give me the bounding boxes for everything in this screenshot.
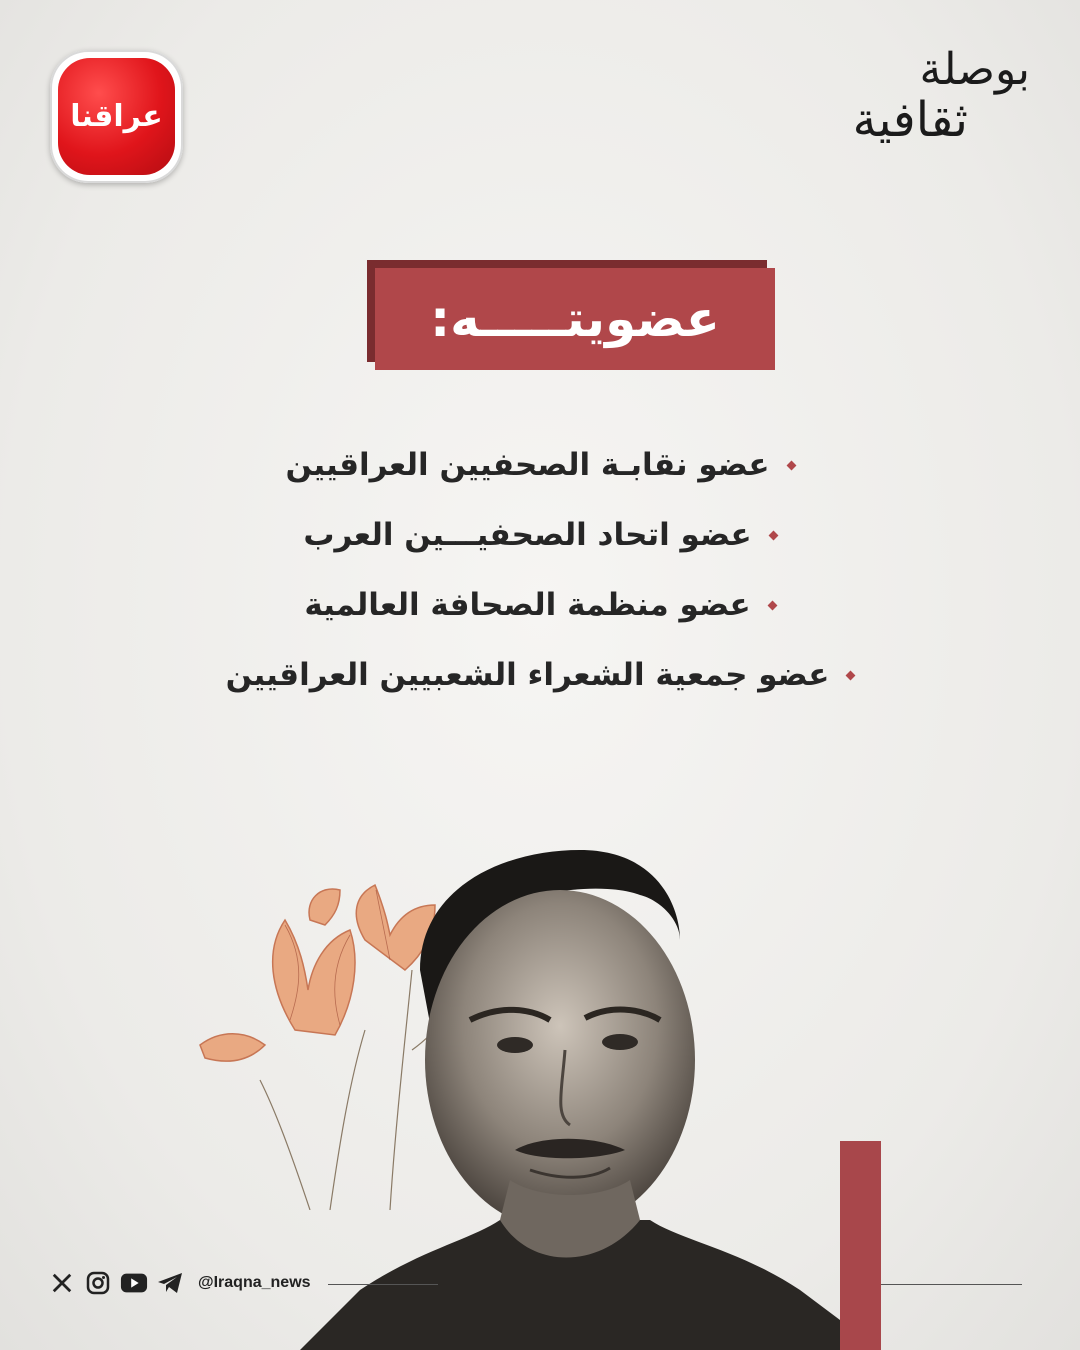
list-item [226, 640, 855, 710]
footer-divider-left [328, 1284, 438, 1285]
accent-bar [840, 1141, 881, 1350]
heading-box [367, 260, 775, 370]
heading-panel [375, 268, 775, 370]
bullet-icon [768, 530, 778, 540]
series-title [830, 44, 1030, 148]
list-item [304, 570, 775, 640]
bullet-icon [767, 600, 777, 610]
brand-logo-badge [58, 58, 175, 175]
brand-logo [50, 50, 183, 183]
telegram-icon[interactable] [156, 1269, 184, 1297]
membership-list [140, 430, 940, 710]
bullet-icon [786, 460, 796, 470]
membership-text: عضو منظمة الصحافة العالمية [304, 587, 751, 623]
membership-text: عضو نقابـة الصحفيين العراقيين [285, 447, 770, 483]
bullet-icon [846, 670, 856, 680]
membership-text: عضو اتحاد الصحفيـــين العرب [303, 517, 752, 553]
x-icon[interactable] [48, 1269, 76, 1297]
youtube-icon[interactable] [120, 1269, 148, 1297]
list-item [303, 500, 776, 570]
brand-logo-text: عراقنا [70, 99, 163, 134]
list-item [285, 430, 794, 500]
social-footer [48, 1268, 311, 1298]
social-handle[interactable]: @Iraqna_news [198, 1274, 311, 1291]
footer-divider-right [881, 1284, 1022, 1285]
series-title-line1: بوصلة [919, 44, 1030, 95]
portrait-photo [300, 850, 840, 1350]
heading-text: عضويتـــــه: [430, 290, 720, 348]
series-title-line2: ثقافية [852, 92, 968, 148]
membership-text: عضو جمعية الشعراء الشعبيين العراقيين [225, 657, 830, 693]
instagram-icon[interactable] [84, 1269, 112, 1297]
